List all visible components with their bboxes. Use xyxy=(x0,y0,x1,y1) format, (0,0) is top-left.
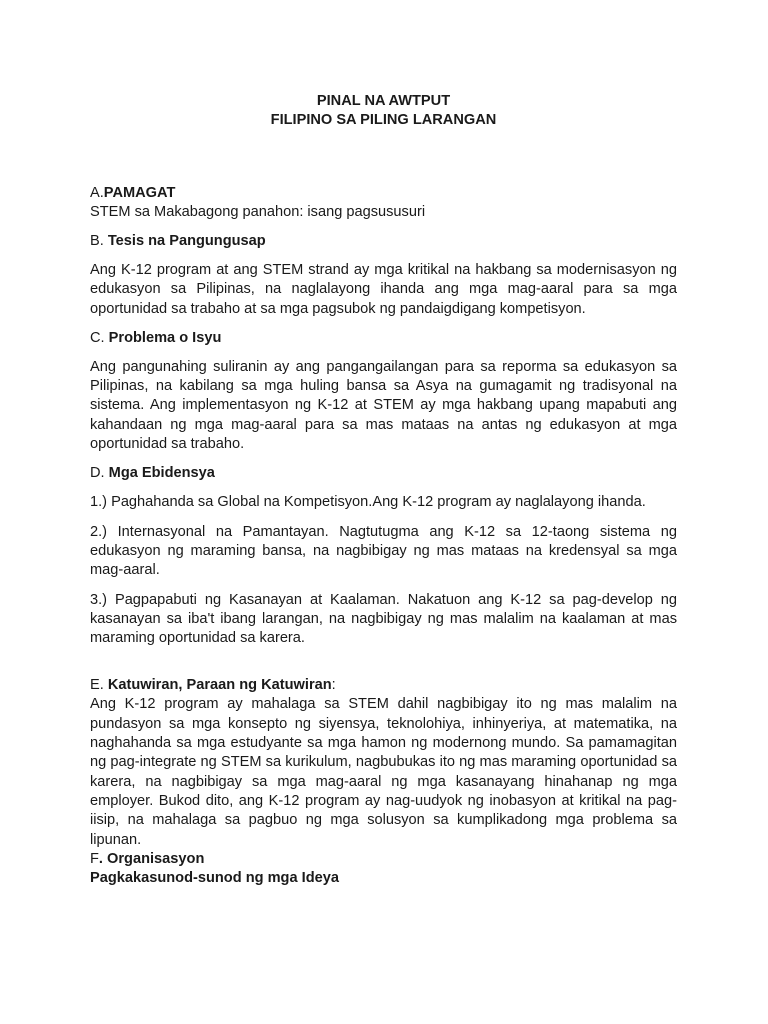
section-c-heading xyxy=(90,329,677,348)
evidence-item-3: 3.) Pagpapabuti ng Kasanayan at Kaalaman. Nakatuon ang K-12 sa pag-develop ng kasanayan sa iba't ibang larangan, na nagbibigay ng mas malalim na kaalaman at mas maraming oportunidad sa karera. xyxy=(90,591,677,647)
section-c-text: Ang pangunahing suliranin ay ang pangangailangan para sa reporma sa edukasyon sa Pilipinas, na kabilang sa mga huling bansa sa Asya na gumagamit ng tradisyonal na sistema. Ang implementasyon ng K-12 at STEM ay mga hakbang upang mapabuti ang kahandaan ng mga mag-aaral para sa mas mataas na antas ng edukasyon at mga oportunidad sa trabaho. xyxy=(90,358,677,453)
evidence-item-2: 2.) Internasyonal na Pamantayan. Nagtutugma ang K-12 sa 12-taong sistema ng edukasyon ng maraming bansa, na nagbibigay ng mas mataas na kredensyal sa mga mag-aaral. xyxy=(90,523,677,579)
evidence-item-1: 1.) Paghahanda sa Global na Kompetisyon.Ang K-12 program ay naglalayong ihanda. xyxy=(90,494,646,511)
section-b-label: Tesis na Pangungusap xyxy=(107,233,266,249)
section-d-prefix: D. xyxy=(90,465,109,482)
section-f-subheading: Pagkakasunod-sunod ng mga Ideya xyxy=(90,869,339,886)
section-d-heading xyxy=(90,464,677,483)
section-e-text: Ang K-12 program ay mahalaga sa STEM dahil nagbibigay ito ng mas malalim na pundasyon sa mga konsepto ng siyensya, teknolohiya, inhinyeriya, at matematika, na naghahanda sa mga estudyante sa mga hamon ng modernong mundo. Sa pamamagitan ng pag-integrate ng STEM sa kurikulum, nagbubukas ito ng mas maraming oportunidad sa karera, na nagbibigay sa mga mag-aaral ng mga kasanayang hinahanap ng mga employer. Bukod dito, ang K-12 program ay nag-uudyok ng inobasyon at kritikal na pag-iisip, na mahalaga sa pagbuo ng mga solusyon sa kumplikadong mga problema sa lipunan. xyxy=(90,696,677,848)
section-a-heading xyxy=(90,184,677,203)
section-a-label: PAMAGAT xyxy=(103,185,176,201)
section-e-heading xyxy=(90,676,677,695)
section-f-prefix: F xyxy=(90,850,99,867)
section-b-text: Ang K-12 program at ang STEM strand ay mga kritikal na hakbang sa modernisasyon ng edukasyon sa Pilipinas, na naglalayong ihanda ang mga mag-aaral para sa mga oportunidad sa trabaho at sa mga pagsubok ng pandaigdigang kompetisyon. xyxy=(90,262,677,317)
document-title-line2: FILIPINO SA PILING LARANGAN xyxy=(270,112,497,128)
section-e-prefix: E. xyxy=(90,677,108,694)
document-page xyxy=(90,92,677,888)
section-a-prefix: A. xyxy=(90,185,104,201)
section-b-heading xyxy=(90,232,677,251)
section-d-label: Mga Ebidensya xyxy=(108,465,215,482)
section-c-prefix: C. xyxy=(90,329,109,346)
section-a-text: STEM sa Makabagong panahon: isang pagsususuri xyxy=(90,204,426,220)
section-e-suffix: : xyxy=(331,677,336,694)
section-b-prefix: B. xyxy=(90,233,108,249)
section-c-label: Problema o Isyu xyxy=(108,329,222,346)
section-e-label: Katuwiran, Paraan ng Katuwiran xyxy=(107,677,332,694)
section-f-heading xyxy=(90,850,677,869)
section-f-label: . Organisasyon xyxy=(98,850,205,867)
document-title-line1: PINAL NA AWTPUT xyxy=(316,93,451,109)
